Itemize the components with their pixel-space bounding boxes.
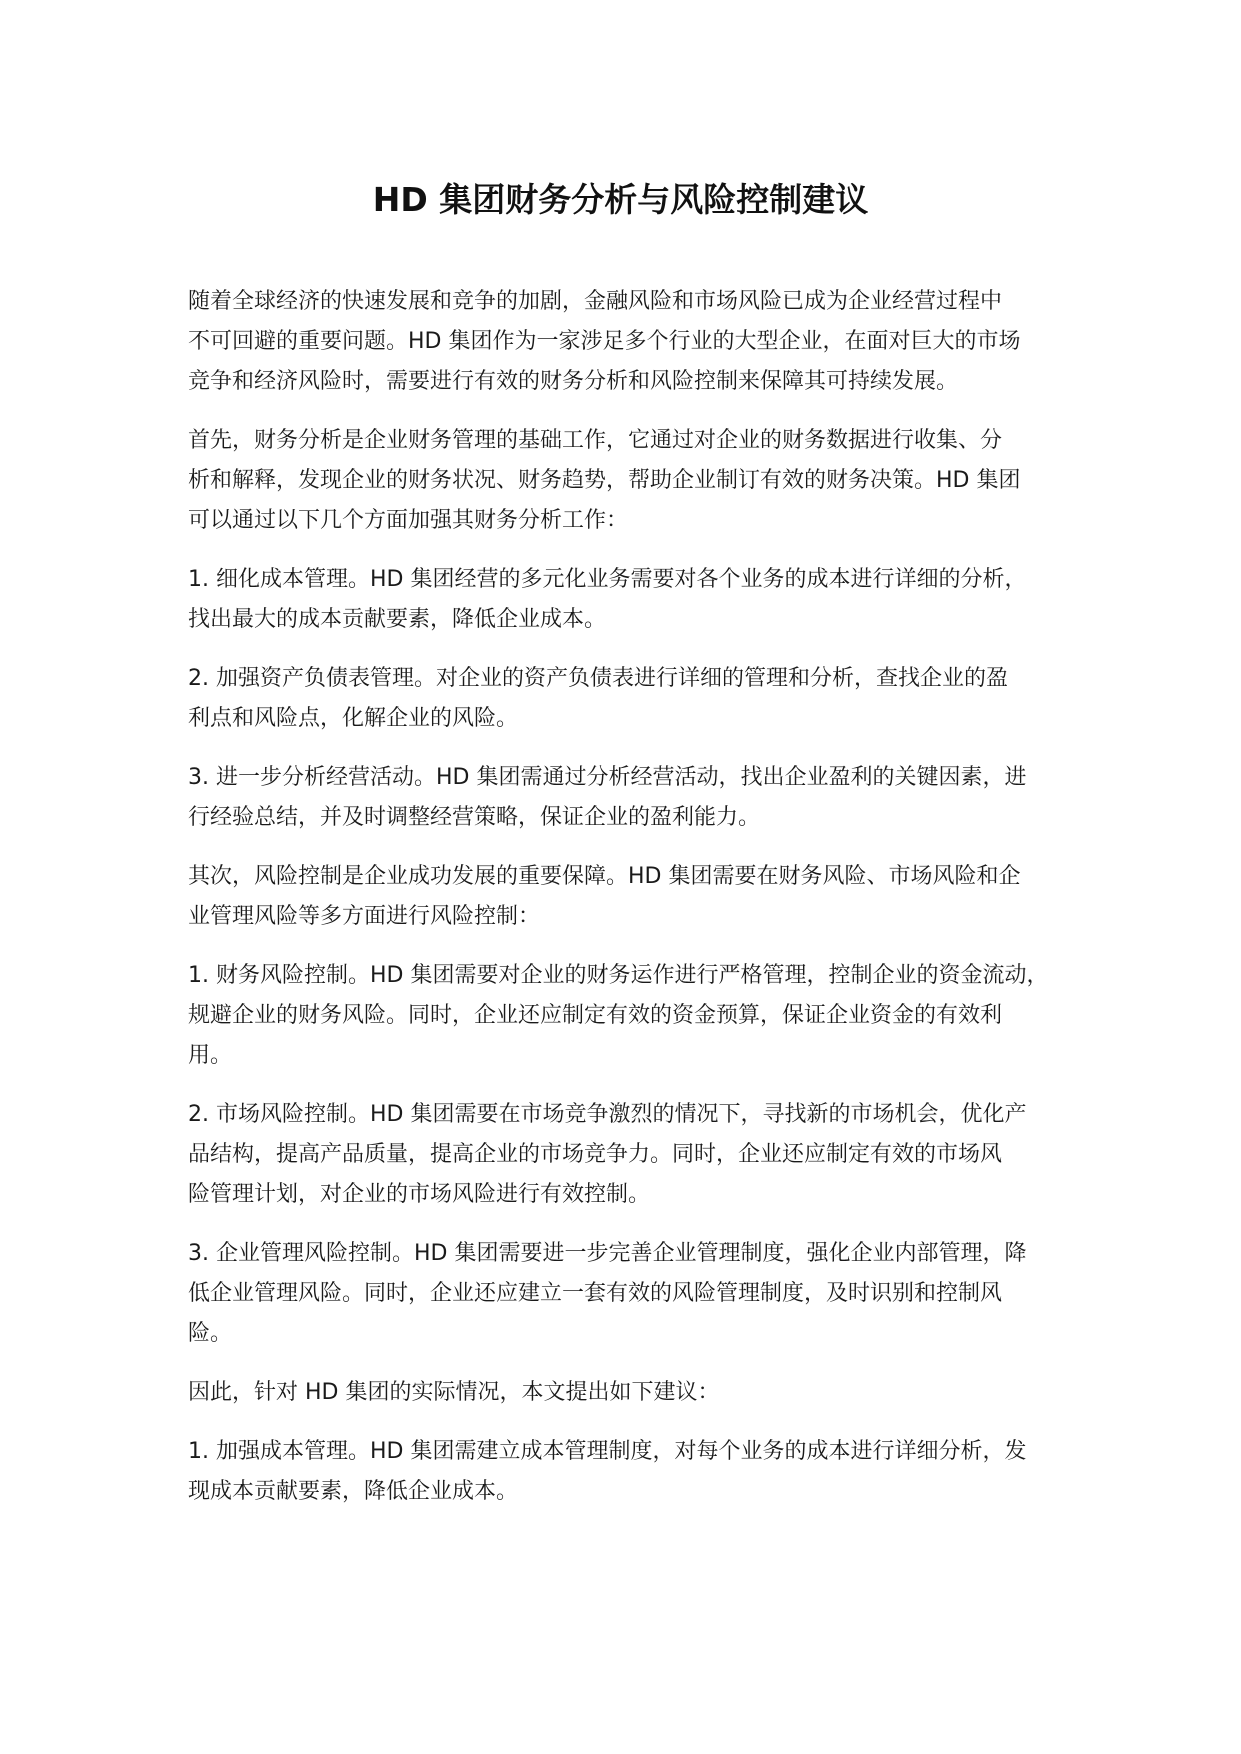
text-line: 1. 加强成本管理。HD 集团需建立成本管理制度，对每个业务的成本进行详细分析，发 [188, 1439, 1027, 1464]
document-title: HD 集团财务分析与风险控制建议 [372, 180, 869, 219]
text-line: 业管理风险等多方面进行风险控制： [188, 904, 541, 929]
text-line: 找出最大的成本贡献要素，降低企业成本。 [188, 607, 607, 632]
text-line: 行经验总结，并及时调整经营策略，保证企业的盈利能力。 [188, 805, 761, 830]
text-line: 1. 细化成本管理。HD 集团经营的多元化业务需要对各个业务的成本进行详细的分析， [188, 567, 1027, 592]
text-line: 险。 [188, 1321, 233, 1346]
paragraph [188, 1234, 1080, 1354]
text-line: 其次，风险控制是企业成功发展的重要保障。HD 集团需要在财务风险、市场风险和企 [188, 864, 1021, 889]
text-line: 析和解释，发现企业的财务状况、财务趋势，帮助企业制订有效的财务决策。HD 集团 [188, 468, 1021, 493]
text-line: 2. 加强资产负债表管理。对企业的资产负债表进行详细的管理和分析，查找企业的盈 [188, 666, 1008, 691]
text-line: 2. 市场风险控制。HD 集团需要在市场竞争激烈的情况下，寻找新的市场机会，优化产 [188, 1102, 1027, 1127]
text-line: 低企业管理风险。同时，企业还应建立一套有效的风险管理制度，及时识别和控制风 [188, 1281, 1003, 1306]
paragraph [188, 1373, 1080, 1413]
paragraph [188, 560, 1080, 640]
paragraph [188, 956, 1080, 1076]
paragraph [188, 857, 1080, 937]
text-line: 3. 进一步分析经营活动。HD 集团需通过分析经营活动，找出企业盈利的关键因素，进 [188, 765, 1027, 790]
text-line: 品结构，提高产品质量，提高企业的市场竞争力。同时，企业还应制定有效的市场风 [188, 1142, 1003, 1167]
text-line: 现成本贡献要素，降低企业成本。 [188, 1479, 519, 1504]
text-line: 首先，财务分析是企业财务管理的基础工作，它通过对企业的财务数据进行收集、分 [188, 428, 1003, 453]
text-line: 3. 企业管理风险控制。HD 集团需要进一步完善企业管理制度，强化企业内部管理，降 [188, 1241, 1027, 1266]
document-body [188, 282, 1080, 1531]
paragraph [188, 659, 1080, 739]
paragraph [188, 1095, 1080, 1215]
text-line: 竞争和经济风险时，需要进行有效的财务分析和风险控制来保障其可持续发展。 [188, 369, 959, 394]
text-line: 1. 财务风险控制。HD 集团需要对企业的财务运作进行严格管理，控制企业的资金流动， [188, 963, 1049, 988]
text-line: 利点和风险点，化解企业的风险。 [188, 706, 519, 731]
paragraph [188, 758, 1080, 838]
text-line: 不可回避的重要问题。HD 集团作为一家涉足多个行业的大型企业，在面对巨大的市场 [188, 329, 1021, 354]
paragraph [188, 282, 1080, 402]
text-line: 险管理计划，对企业的市场风险进行有效控制。 [188, 1182, 651, 1207]
text-line: 随着全球经济的快速发展和竞争的加剧，金融风险和市场风险已成为企业经营过程中 [188, 289, 1003, 314]
text-line: 规避企业的财务风险。同时，企业还应制定有效的资金预算，保证企业资金的有效利 [188, 1003, 1003, 1028]
text-line: 因此，针对 HD 集团的实际情况，本文提出如下建议： [188, 1380, 720, 1405]
paragraph [188, 1432, 1080, 1512]
text-line: 可以通过以下几个方面加强其财务分析工作： [188, 508, 629, 533]
text-line: 用。 [188, 1043, 233, 1068]
paragraph [188, 421, 1080, 541]
